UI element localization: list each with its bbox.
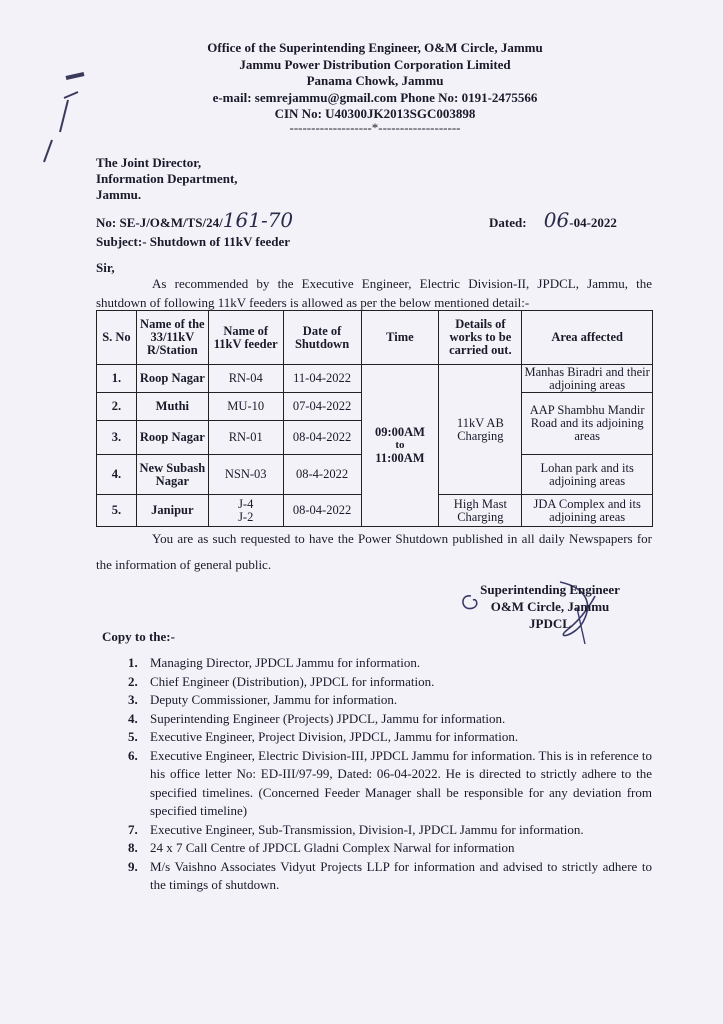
cell-sno: 1. [97,365,137,393]
item-number: 1. [128,655,138,670]
signature-block [470,581,630,632]
shutdown-table [96,310,653,527]
cell-sno: 3. [97,421,137,455]
intro-paragraph: As recommended by the Executive Engineer, Electric Division-II, JPDCL, Jammu, the shutdown of following 11kV feeders is allowed as per the below mentioned detail:- [96,276,652,310]
date-label: Dated: [489,215,527,230]
item-text: Superintending Engineer (Projects) JPDCL, Jammu for information. [150,710,506,726]
cell-date: 08-04-2022 [283,495,361,527]
cell-sno: 2. [97,393,137,421]
list-item [128,858,652,895]
header-works: Details of works to be carried out. [439,311,522,365]
cell-station: Janipur [136,495,208,527]
item-text: Deputy Commissioner, Jammu for information. [150,692,398,707]
cell-station: Roop Nagar [136,365,208,393]
cell-station: New Subash Nagar [136,455,208,495]
subject-line: Subject:- Shutdown of 11kV feeder [96,234,291,249]
list-item [128,747,652,821]
addressee-line-1: The Joint Director, [96,155,202,170]
item-number: 3. [128,692,138,707]
margin-marks [38,70,98,170]
item-number: 2. [128,673,138,689]
office-address: Panama Chowk, Jammu [306,73,444,88]
date-day-handwritten: 06 [543,208,570,232]
cell-feeder: MU-10 [208,393,283,421]
feeder-line-1: J-4 [238,496,254,511]
signature-line-1: Superintending Engineer [480,582,620,597]
cell-date: 07-04-2022 [283,393,361,421]
time-end: 11:00AM [375,451,425,465]
company-name: Jammu Power Distribution Corporation Limited [239,56,511,72]
signature-line-2: O&M Circle, Jammu [490,599,610,614]
item-number: 6. [128,747,138,763]
header-area: Area affected [522,311,653,365]
cell-area: AAP Shambhu Mandir Road and its adjoining areas [522,393,653,455]
reference-line [96,208,656,232]
cell-sno: 5. [97,495,137,527]
header-sno: S. No [97,311,137,365]
cell-feeder: RN-01 [208,421,283,455]
closing-paragraph: You are as such requested to have the Power Shutdown published in all daily Newspapers for the information of general public. [96,531,652,572]
item-text: Executive Engineer, Electric Division-III, JPDCL Jammu for information. This is in reference to his office letter No: ED-III/97-99, Dated: 06-04-2022. He is directed to strictly adhere to the specified timelines. (Concerned Feeder Manager shall be responsible for any deviation from specified timeline) [150,747,652,818]
list-item [128,821,652,840]
cell-works-last: High Mast Charging [439,495,522,527]
item-text: Chief Engineer (Distribution), JPDCL for information. [150,673,435,689]
time-to: to [395,439,405,451]
cell-area: Manhas Biradri and their adjoining areas [522,365,653,393]
reference-number-label: No: SE-J/O&M/TS/24/ [96,215,223,230]
cell-station: Roop Nagar [136,421,208,455]
time-start: 09:00AM [374,425,425,439]
list-item [128,839,652,858]
cell-area: Lohan park and its adjoining areas [522,455,653,495]
list-item [128,673,652,692]
separator: -------------------*------------------- [289,119,461,135]
item-text: Managing Director, JPDCL Jammu for information. [150,655,421,670]
addressee-line-2: Information Department, [96,171,238,186]
list-item [128,728,652,747]
feeder-line-2: J-2 [238,509,254,524]
letterhead [150,40,600,133]
cell-feeder: RN-04 [208,365,283,393]
date-block [489,208,617,232]
item-number: 9. [128,858,138,874]
item-text: 24 x 7 Call Centre of JPDCL Gladni Complex Narwal for information [150,840,515,855]
item-text: M/s Vaishno Associates Vidyut Projects LLP for information and advised to strictly adhere to the timings of shutdown. [150,858,652,892]
cell-date: 11-04-2022 [283,365,361,393]
signature-line-3: JPDCL [529,616,571,631]
reference-number-handwritten: 161-70 [222,208,294,232]
cell-date: 08-4-2022 [283,455,361,495]
cell-time [361,365,439,527]
cin-line: CIN No: U40300JK2013SGC003898 [274,106,476,121]
list-item [128,710,652,729]
date-rest: -04-2022 [569,215,617,230]
list-item [128,691,652,710]
cell-works-main: 11kV AB Charging [439,365,522,495]
item-number: 4. [128,710,138,726]
cell-feeder [208,495,283,527]
table-row [97,365,653,393]
list-item [128,654,652,673]
addressee-line-3: Jammu. [96,187,142,202]
header-station: Name of the 33/11kV R/Station [136,311,208,365]
table-header-row [97,311,653,365]
cell-feeder: NSN-03 [208,455,283,495]
addressee [96,155,238,203]
item-text: Executive Engineer, Sub-Transmission, Division-I, JPDCL Jammu for information. [150,821,584,837]
item-number: 8. [128,840,138,855]
cell-area: JDA Complex and its adjoining areas [522,495,653,527]
copy-list [128,654,652,895]
header-date: Date of Shutdown [283,311,361,365]
copy-heading: Copy to the:- [102,629,175,644]
contact-line: e-mail: semrejammu@gmail.com Phone No: 0191-2475566 [212,89,538,105]
header-feeder: Name of 11kV feeder [208,311,283,365]
cell-sno: 4. [97,455,137,495]
cell-date: 08-04-2022 [283,421,361,455]
salutation: Sir, [96,260,115,275]
cell-station: Muthi [136,393,208,421]
item-text: Executive Engineer, Project Division, JPDCL, Jammu for information. [150,729,519,744]
header-time: Time [361,311,439,365]
office-name: Office of the Superintending Engineer, O&M Circle, Jammu [207,40,543,55]
item-number: 7. [128,821,138,837]
item-number: 5. [128,729,138,744]
